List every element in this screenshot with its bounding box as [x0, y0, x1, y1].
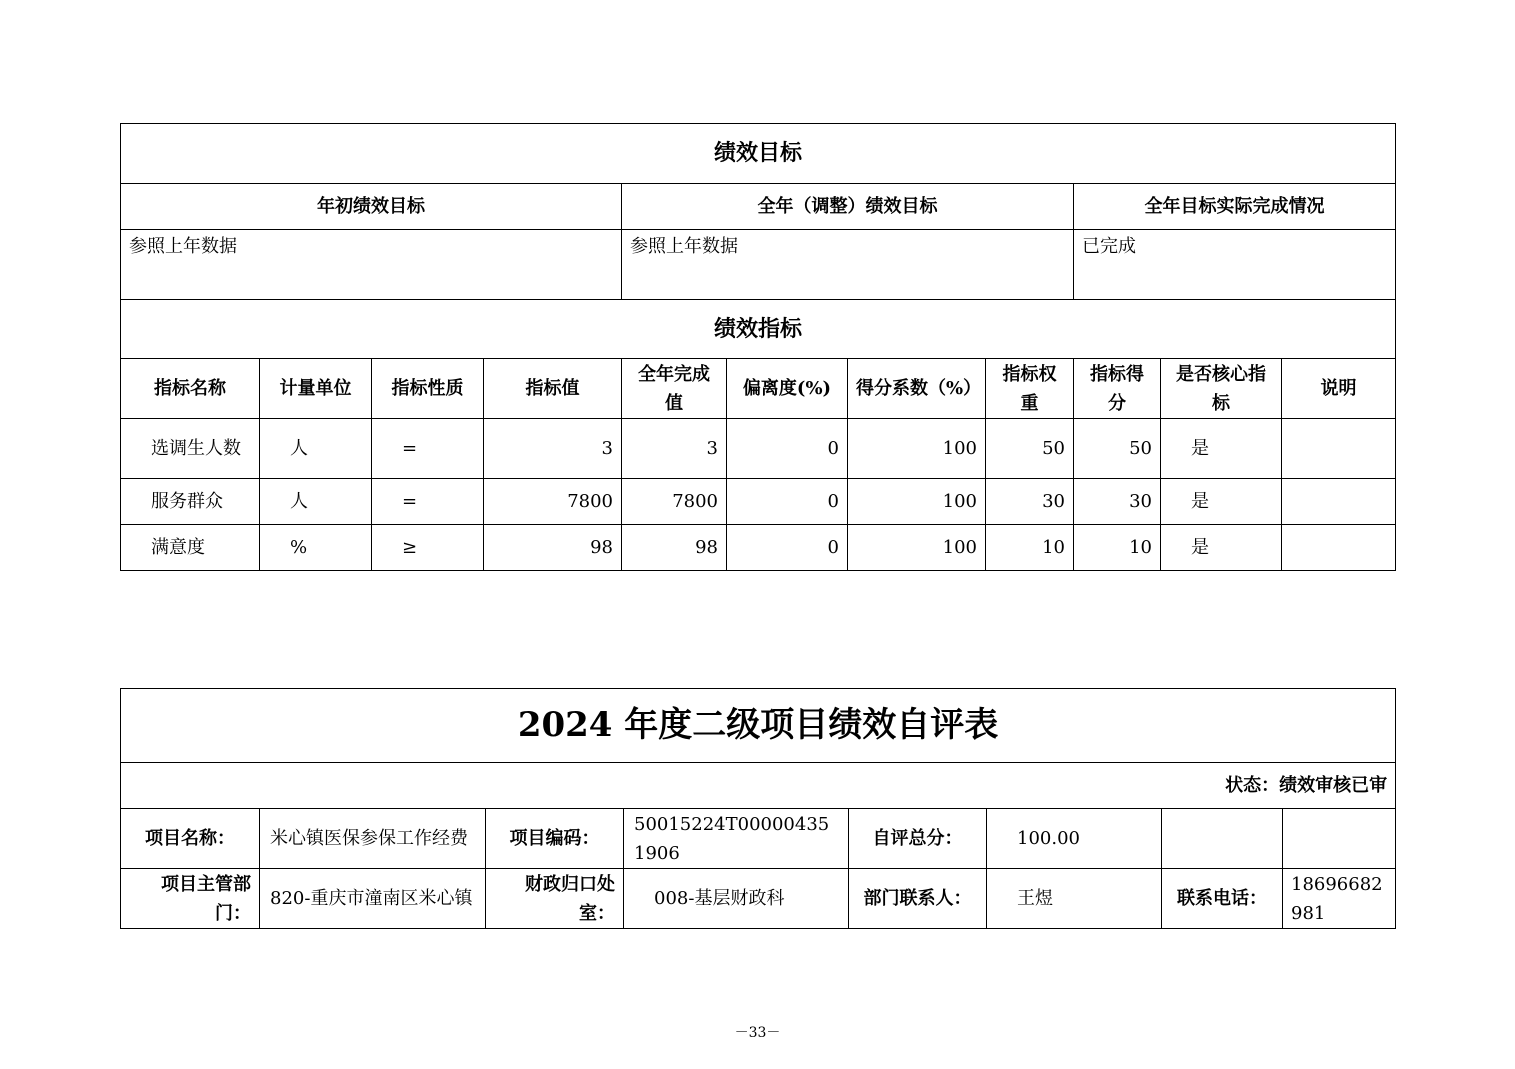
col-header-core: 是否核心指标 — [1161, 359, 1282, 419]
project-code-label: 项目编码： — [486, 809, 624, 869]
empty-cell — [1283, 809, 1396, 869]
project-code-value: 50015224T000004351906 — [624, 809, 849, 869]
cell-note — [1282, 419, 1396, 479]
phone-label: 联系电话： — [1162, 869, 1283, 929]
cell-coefficient: 100 — [848, 419, 986, 479]
table-row — [121, 525, 1396, 571]
cell-score: 50 — [1074, 419, 1161, 479]
goals-value-initial: 参照上年数据 — [121, 230, 622, 300]
cell-note — [1282, 525, 1396, 571]
cell-completed: 3 — [622, 419, 727, 479]
cell-coefficient: 100 — [848, 479, 986, 525]
dept-value: 820-重庆市潼南区米心镇 — [260, 869, 486, 929]
indicators-section-title: 绩效指标 — [121, 300, 1396, 359]
contact-value: 王煜 — [987, 869, 1162, 929]
cell-completed: 98 — [622, 525, 727, 571]
col-header-nature: 指标性质 — [372, 359, 484, 419]
goals-header-initial: 年初绩效目标 — [121, 184, 622, 230]
self-evaluation-form — [120, 688, 1396, 929]
cell-deviation: 0 — [727, 525, 848, 571]
finance-value: 008-基层财政科 — [624, 869, 849, 929]
goals-value-adjusted: 参照上年数据 — [622, 230, 1074, 300]
empty-cell — [1162, 809, 1283, 869]
col-header-weight: 指标权重 — [986, 359, 1074, 419]
cell-name: 满意度 — [121, 525, 260, 571]
phone-value: 18696682981 — [1283, 869, 1396, 929]
contact-label: 部门联系人： — [849, 869, 987, 929]
cell-nature: = — [372, 479, 484, 525]
form-title: 2024 年度二级项目绩效自评表 — [121, 689, 1396, 763]
table-row — [121, 419, 1396, 479]
goals-section-title: 绩效目标 — [121, 124, 1396, 184]
cell-weight: 30 — [986, 479, 1074, 525]
cell-deviation: 0 — [727, 419, 848, 479]
col-header-deviation: 偏离度(%) — [727, 359, 848, 419]
cell-deviation: 0 — [727, 479, 848, 525]
performance-goals-table — [120, 123, 1396, 571]
cell-note — [1282, 479, 1396, 525]
col-header-note: 说明 — [1282, 359, 1396, 419]
cell-nature: ≥ — [372, 525, 484, 571]
col-header-completed: 全年完成值 — [622, 359, 727, 419]
page-number: －33－ — [734, 1025, 781, 1041]
cell-core: 是 — [1161, 419, 1282, 479]
cell-weight: 50 — [986, 419, 1074, 479]
cell-target: 98 — [484, 525, 622, 571]
cell-nature: = — [372, 419, 484, 479]
cell-name: 服务群众 — [121, 479, 260, 525]
cell-unit: 人 — [260, 479, 372, 525]
col-header-score: 指标得分 — [1074, 359, 1161, 419]
cell-score: 30 — [1074, 479, 1161, 525]
col-header-unit: 计量单位 — [260, 359, 372, 419]
table-row — [121, 479, 1396, 525]
score-label: 自评总分： — [849, 809, 987, 869]
goals-header-actual: 全年目标实际完成情况 — [1074, 184, 1396, 230]
goals-value-actual: 已完成 — [1074, 230, 1396, 300]
cell-target: 7800 — [484, 479, 622, 525]
col-header-name: 指标名称 — [121, 359, 260, 419]
cell-core: 是 — [1161, 525, 1282, 571]
goals-header-adjusted: 全年（调整）绩效目标 — [622, 184, 1074, 230]
status-text: 状态：绩效审核已审 — [121, 763, 1396, 809]
cell-score: 10 — [1074, 525, 1161, 571]
cell-name: 选调生人数 — [121, 419, 260, 479]
cell-unit: 人 — [260, 419, 372, 479]
col-header-coefficient: 得分系数（%） — [848, 359, 986, 419]
dept-label: 项目主管部门： — [121, 869, 260, 929]
cell-completed: 7800 — [622, 479, 727, 525]
project-name-label: 项目名称： — [121, 809, 260, 869]
finance-label: 财政归口处室： — [486, 869, 624, 929]
project-name-value: 米心镇医保参保工作经费 — [260, 809, 486, 869]
cell-unit: % — [260, 525, 372, 571]
col-header-target: 指标值 — [484, 359, 622, 419]
cell-coefficient: 100 — [848, 525, 986, 571]
cell-weight: 10 — [986, 525, 1074, 571]
score-value: 100.00 — [987, 809, 1162, 869]
cell-core: 是 — [1161, 479, 1282, 525]
cell-target: 3 — [484, 419, 622, 479]
